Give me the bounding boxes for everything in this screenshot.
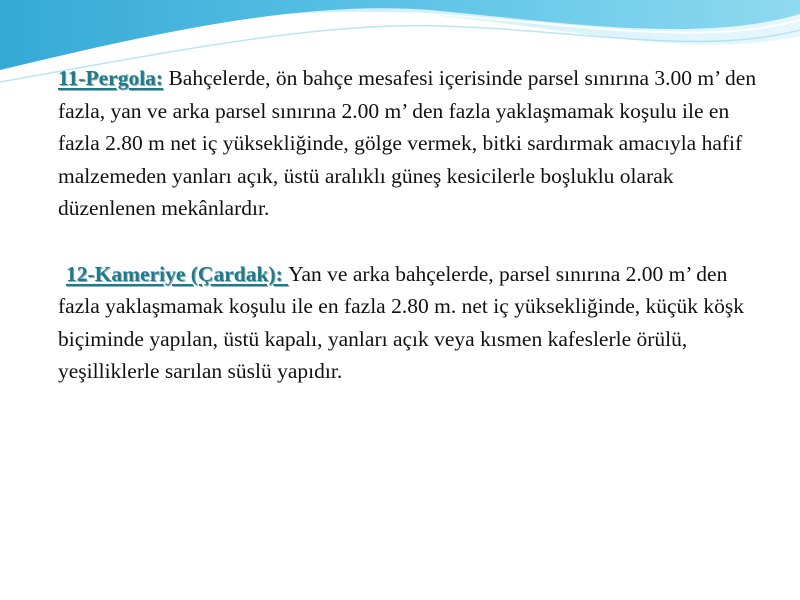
definition-pergola [58, 62, 770, 225]
term-pergola: 11-Pergola: [58, 66, 164, 90]
definitions-body [58, 62, 770, 388]
definition-kameriye [58, 258, 770, 388]
term-kameriye: 12-Kameriye (Çardak): [66, 261, 289, 286]
definition-kameriye-text: Yan ve arka bahçelerde, parsel sınırına 2.00 m’ den fazla yaklaşmamak koşulu ile en fazla 2.80 m. net iç yüksekliğinde, küçük köşk biçiminde yapılan, üstü kapalı, yanları açık veya kısmen kafeslerle örülü, yeşilliklerle sarılan süslü yapıdır. [58, 261, 745, 384]
definition-pergola-text: Bahçelerde, ön bahçe mesafesi içerisinde parsel sınırına 3.00 m’ den fazla, yan ve arka parsel sınırına 2.00 m’ den fazla yaklaşmamak koşulu ile en fazla 2.80 m net iç yüksekliğinde, gölge vermek, bitki sardırmak amacıyla hafif malzemeden yanları açık, üstü aralıklı güneş kesicilerle boşluklu olarak düzenlenen mekânlardır. [58, 66, 757, 221]
